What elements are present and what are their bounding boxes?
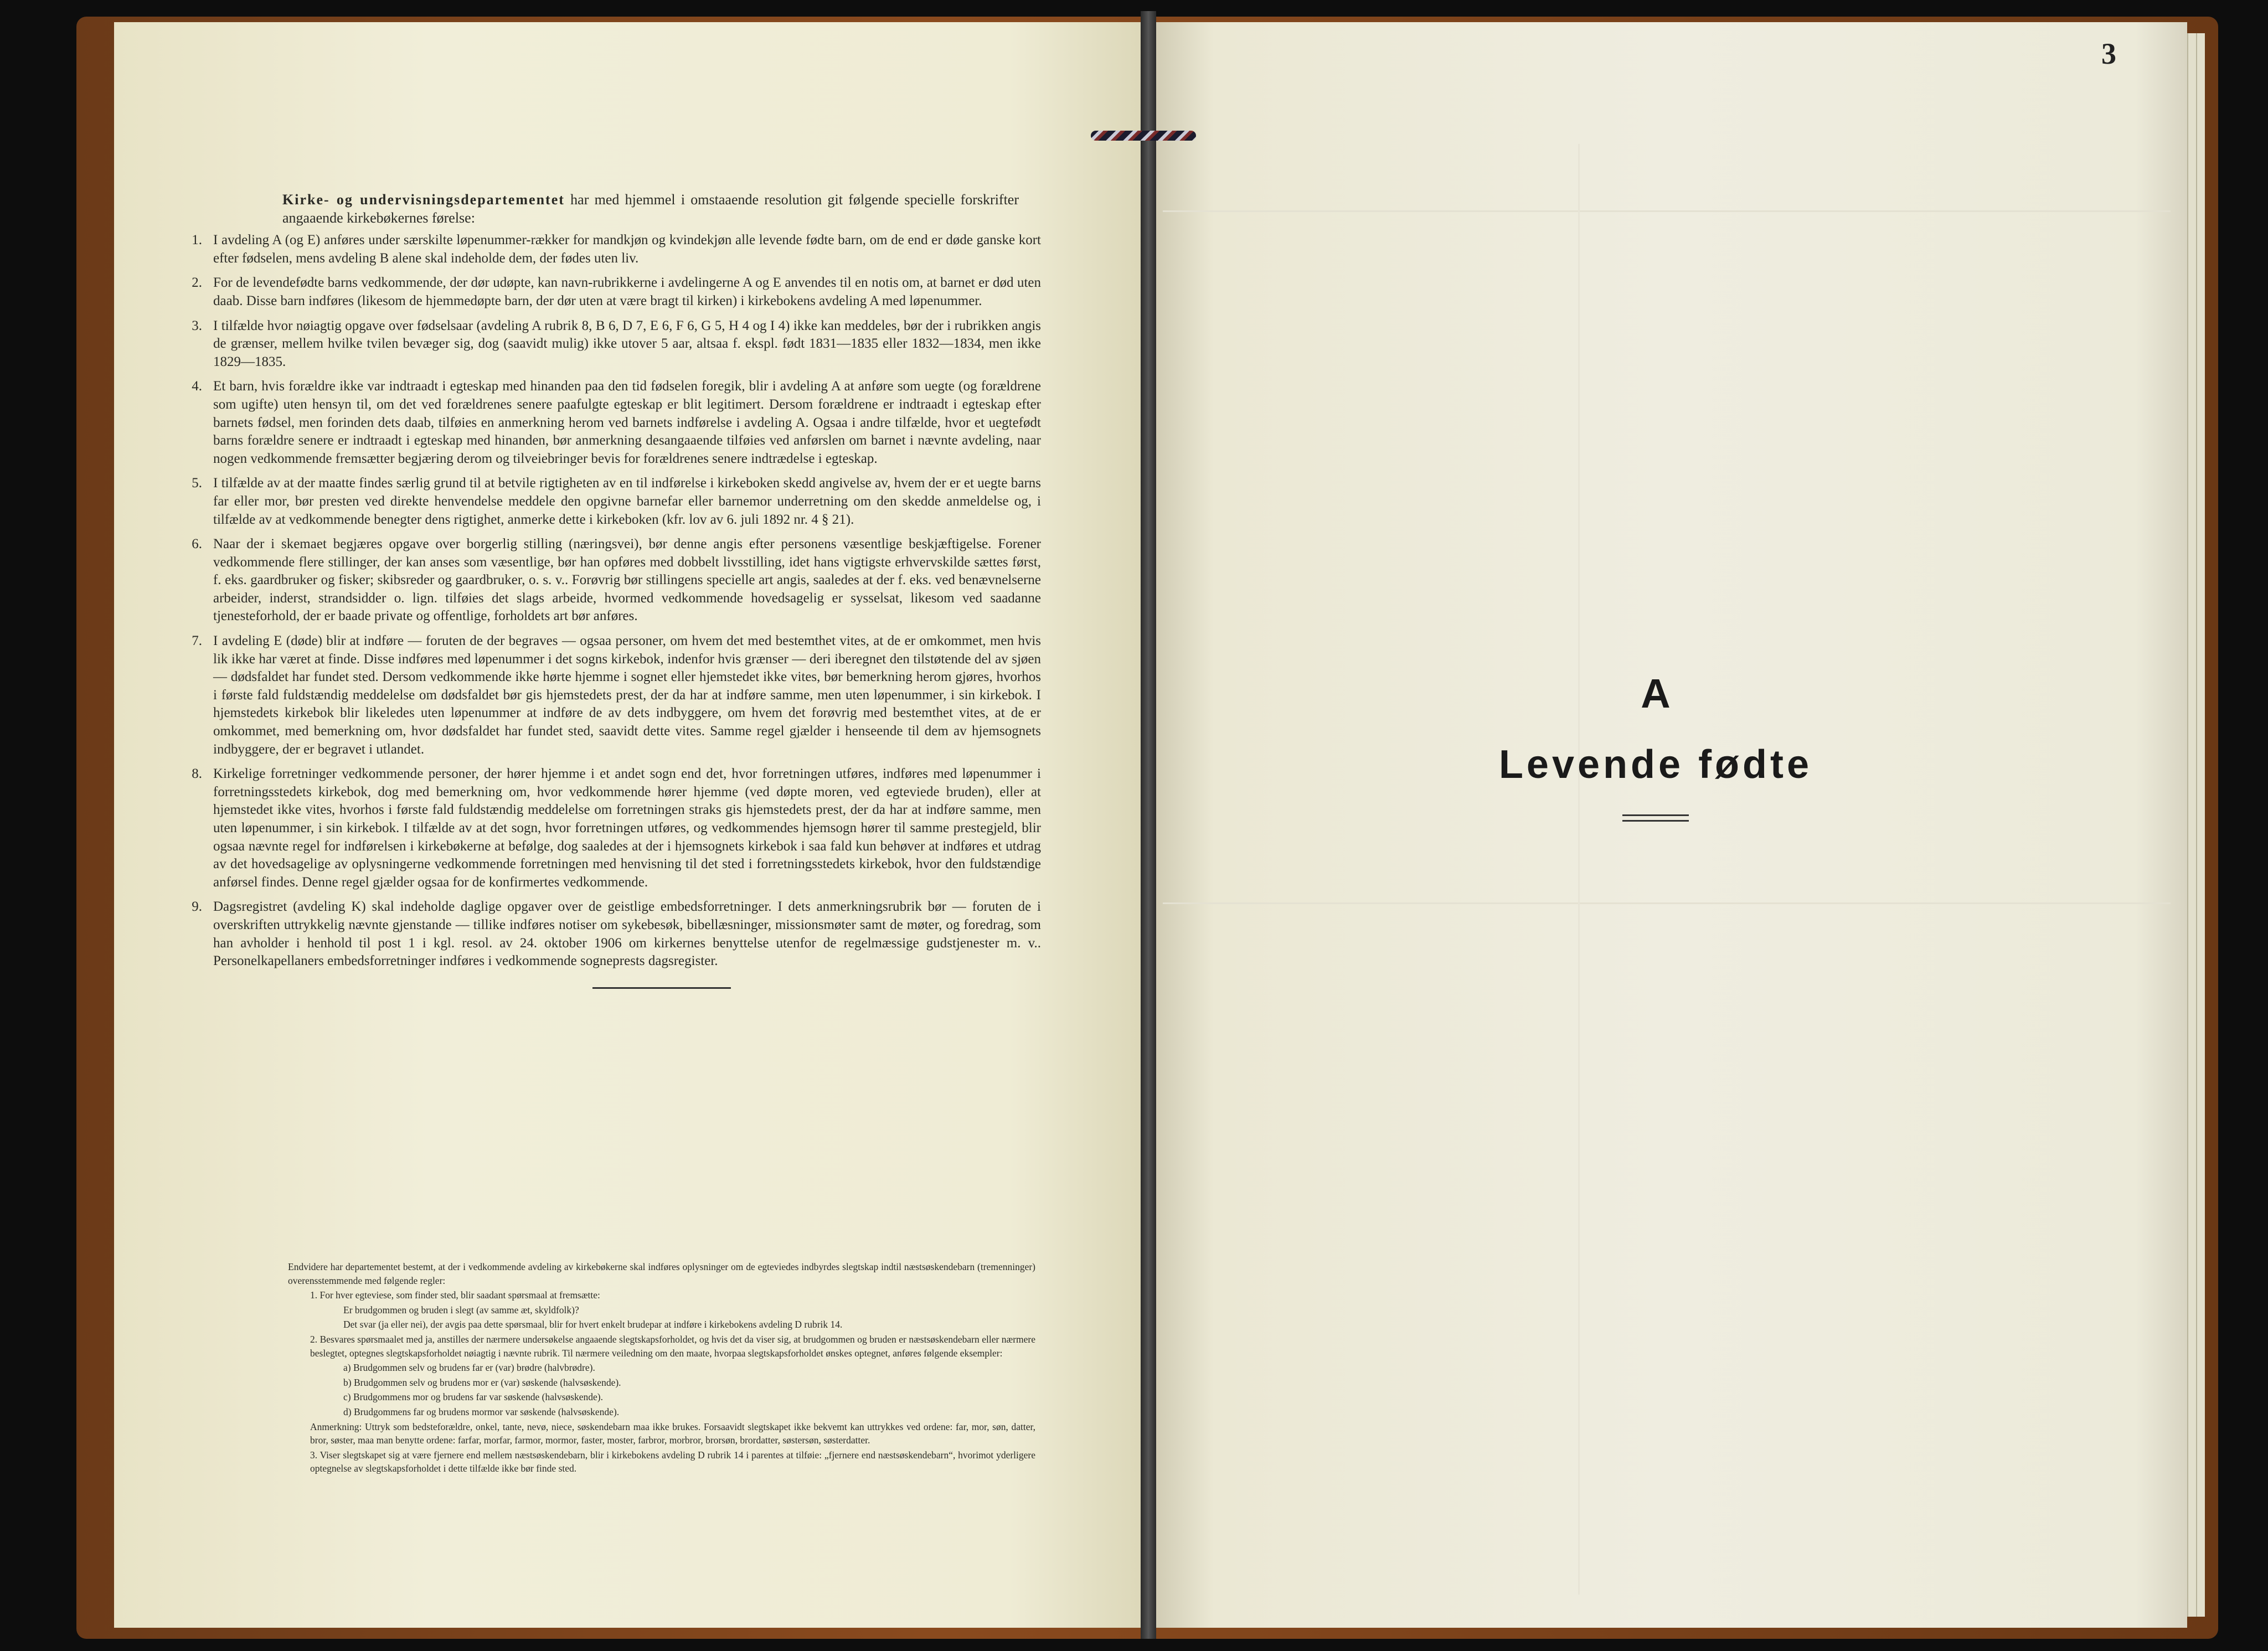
instruction-text: Naar der i skemaet begjæres opgave over borgerlig stilling (næringsvei), bør denne angis efter personens væsentlige beskjæftigelse. Forener vedkommende flere stillinger, der kan anses som væsentlige, bør han opføres med dobbelt livsstilling, idet hans vigtigste erhvervskilde sættes først, f. eks. gaardbruker og fisker; skibsreder og gaardbruker, o. s. v.. Forøvrig bør stillingens specielle art angis, saaledes at der f. eks. ved benævnelserne arbeider, inderst, strandsidder o. lign. tilføies det slags arbeide, hvormed vedkommende hovedsagelig er sysselsat, likesom ved saadanne tjenesteforhold, der er baade private og offentlige, forholdets art bør anføres. <box>213 536 1041 624</box>
note-line: Er brudgommen og bruden i slegt (av samme æt, skyldfolk)? <box>343 1304 579 1315</box>
instruction-text: I tilfælde av at der maatte findes særlig grund til at betvile rigtigheten av en til indførelse i kirkeboken skedd angivelse av, hvem der er et uegte barns far eller mor, bør presten ved direkte henvendelse meddele den opgivne barnefar eller barnemor underretning om den skedde anmeldelse og, i tilfælde av at vedkommende benegter dens rigtighet, anmerke dette i kirkeboken (kfr. lov av 6. juli 1892 nr. 4 § 21). <box>213 476 1041 527</box>
instruction-number: 1. <box>192 233 202 248</box>
note-line: c) Brudgommens mor og brudens far var søskende (halvsøskende). <box>343 1391 603 1403</box>
instruction-text: For de levendefødte barns vedkommende, der dør udøpte, kan navn-rubrikkerne i avdelingerne A og E anvendes til en notis om, at barnet er død uten daab. Disse barn indføres (likesom de hjemmedøpte barn, der dør uten at være bragt til kirken) i kirkebokens avdeling A med løpenummer. <box>213 275 1041 308</box>
note-line: 3. Viser slegtskapet sig at være fjernere end mellem næstsøskendebarn, blir i kirkebokens avdeling D rubrik 14 i parentes at tilføie: „fjernere end næstsøskendebarn“, hvorimot yderligere optegnelse av slegtskapsforholdet i dette tilfælde ikke bør finde sted. <box>310 1449 1035 1474</box>
bleed-through-rule <box>1163 210 2171 212</box>
instruction-text: I avdeling E (døde) blir at indføre — foruten de der begraves — ogsaa personer, om hvem det med bestemthet vites, at de er omkommet, men hvis lik ikke har været at finde. Disse indføres med løpenummer i det sogns kirkebok, indenfor hvis grænser — deri iberegnet den tilstøtende del av sjøen — dødsfaldet har fundet sted. Dersom vedkommende ikke hørte hjemme i sognet eller hjemstedet ikke vites, bør bemerkning herom gjøres, hvorhos i første fald fuldstændig meddelelse om dødsfaldet bør gis hjemstedets prest, der da har at indføre samme, men uten løpenummer, i sin kirkebok. I hjemstedets kirkebok blir likeledes uten løpenummer at indføre de av dets indbyggere, om hvem det forøvrig med bestemthet vites, at de er omkommet, med bemerkning om, hvor dødsfaldet har fundet sted, saavidt dette vites. Samme regel gjælder i henseende til dem av hjemsognets indbyggere, der er begravet i utlandet. <box>213 633 1041 757</box>
note-line: a) Brudgommen selv og brudens far er (var) brødre (halvbrødre). <box>343 1362 595 1374</box>
instruction-text: I avdeling A (og E) anføres under særskilte løpenummer-rækker for mandkjøn og kvindekjøn alle levende fødte barn, om de end er døde ganske kort efter fødselen, mens avdeling B alene skal indeholde dem, der fødes uten liv. <box>213 233 1041 266</box>
note-line: 1. For hver egteviese, som finder sted, blir saadant spørsmaal at fremsætte: <box>310 1289 600 1301</box>
instruction-text: Kirkelige forretninger vedkommende personer, der hører hjemme i et andet sogn end det, hvor forretningen utføres, indføres med løpenummer i forretningsstedets kirkebok, dog med bemerkning om, hvor vedkommende hører hjemme (ved døpte moren, ved egteviede bruden), eller at hjemstedet ikke vites, hvorhos i første fald fuldstændig meddelelse om forretningen straks gis hjemstedets prest, der da har at indføre samme, men uten løpenummer, i sin kirkebok. I tilfælde av at det sogn, hvor forretningen utføres, og vedkommendes hjemsogn hører til samme prestegjeld, blir ogsaa nævnte regel for indførelsen i kirkebøkerne at befølge, dog saaledes at der i hjemsognets kirkebok i saa fald kun behøver at indføres et utdrag av det hovedsagelige av oplysningerne vedkommende forretningen med henvisning til det sted i forretningsstedets kirkebok, hvor den fuldstændige anførsel findes. Denne regel gjælder ogsaa for de konfirmertes vedkommende. <box>213 766 1041 890</box>
instruction-number: 9. <box>192 899 202 915</box>
instruction-item <box>161 378 1041 468</box>
instruction-item <box>161 632 1041 759</box>
department-name: Kirke- og undervisningsdepartementet <box>282 192 565 208</box>
bleed-through-rule <box>1163 902 2171 904</box>
instruction-number: 4. <box>192 379 202 394</box>
note-line: Det svar (ja eller nei), der avgis paa dette spørsmaal, blir for hvert enkelt brudepar at indføre i kirkebokens avdeling D rubrik 14. <box>343 1319 843 1330</box>
right-page <box>1152 22 2187 1628</box>
intro-text: har med hjemmel i omstaaende resolution git følgende specielle forskrifter angaaende kirkebøkernes førelse: <box>282 192 1019 226</box>
page-edge <box>2187 33 2196 1617</box>
instruction-item <box>161 898 1041 970</box>
instruction-number: 2. <box>192 275 202 291</box>
note-line: Endvidere har departementet bestemt, at der i vedkommende avdeling av kirkebøkerne skal indføres oplysninger om de egteviedes indbyrdes slegtskap indtil næstsøskendebarn (tremenninger) overensstemmende med følgende regler: <box>288 1261 1035 1286</box>
instruction-item <box>161 231 1041 267</box>
instruction-number: 7. <box>192 633 202 649</box>
instruction-text: Dagsregistret (avdeling K) skal indeholde daglige opgaver over de geistlige embedsforretninger. I dets anmerkningsrubrik bør — foruten de i overskriften uttrykkelig nævnte gjenstande — tillike indføres notiser om sykebesøk, bibellæsninger, missionsmøter samt de møter, og foredrag, som han avholder i henhold til post 1 i kgl. resol. av 24. oktober 1906 om kirkernes benyttelse utenfor de regelmæssige gudstjenester m. v.. Personelkapellaners embedsforretninger indføres i vedkommende sogneprests dagsregister. <box>213 899 1041 969</box>
note-line: b) Brudgommen selv og brudens mor er (var) søskende (halvsøskende). <box>343 1376 621 1388</box>
kinship-notes <box>288 1260 1035 1477</box>
section-title: Levende fødte <box>1498 742 1813 787</box>
note-line: Anmerkning: Uttryk som bedsteforældre, onkel, tante, nevø, niece, søskendebarn maa ikke brukes. Forsaavidt slegtskapet ikke bekvemt kan uttrykkes ved ordene: far, mor, søn, datter, bror, søster, maa man benytte ordene: farfar, morfar, farmor, mormor, faster, moster, farbror, morbror, brorsøn, brordatter, søstersøn, søsterdatter. <box>310 1421 1035 1446</box>
instruction-number: 6. <box>192 536 202 552</box>
instruction-number: 3. <box>192 318 202 333</box>
instruction-item <box>161 535 1041 626</box>
instruction-item <box>161 274 1041 310</box>
page-number: 3 <box>2101 37 2116 70</box>
instruction-item <box>161 317 1041 372</box>
instruction-number: 5. <box>192 476 202 491</box>
instructions-intro <box>282 191 1019 227</box>
bleed-through-column <box>1578 144 1580 1595</box>
instruction-item <box>161 474 1041 529</box>
title-double-rule <box>1622 814 1689 822</box>
instruction-item <box>161 765 1041 891</box>
separator-rule <box>592 987 731 989</box>
instructions-block <box>161 191 1041 1005</box>
page-edge <box>2196 33 2205 1617</box>
instruction-text: I tilfælde hvor nøiagtig opgave over fødselsaar (avdeling A rubrik 8, B 6, D 7, E 6, F 6, G 5, H 4 og I 4) ikke kan meddeles, bør der i rubrikken angis de grænser, mellem hvilke tvilen bevæger sig, dog (saavidt mulig) ikke utover 5 aar, altsaa f. ekspl. født 1831—1835 eller 1832—1834, men ikke 1829—1835. <box>213 318 1041 369</box>
instruction-number: 8. <box>192 766 202 782</box>
book-gutter <box>1141 11 1156 1639</box>
instruction-text: Et barn, hvis forældre ikke var indtraadt i egteskap med hinanden paa den tid fødselen foregik, blir i avdeling A at anføre som uegte (og forældrene som ugifte) uten hensyn til, om det ved forældrenes senere paafulgte egteskap er blit legitimert. Dersom forældrene er indtraadt i egteskap efter barnets fødsel, men forinden dets daab, tilføies en anmerkning herom ved barnets indførelse i avdeling A. Ogsaa i andre tilfælde, hvor et uegtefødt barns forældre senere er indtraadt i egteskap med hinanden, bør anmerkning desangaaende tilføies ved anførslen om barnet i nævnte avdeling, naar nogen vedkommende fremsætter begjæring derom og tilveiebringer bevis for forældrenes senere indtrædelse i egteskap. <box>213 379 1041 466</box>
instruction-list <box>161 231 1041 971</box>
note-line: d) Brudgommens far og brudens mormor var søskende (halvsøskende). <box>343 1406 620 1417</box>
note-line: 2. Besvares spørsmaalet med ja, anstilles der nærmere undersøkelse angaaende slegtskapsforholdet, og hvis det da viser sig, at brudgommen og bruden er næstsøskendebarn eller nærmere beslegtet, optegnes slegtskapsforholdet nøiagtig i nævnte rubrik. Til nærmere veiledning om den maate, hvorpaa slegtskapsforholdet ønskes optegnet, anføres følgende eksempler: <box>310 1333 1035 1359</box>
section-letter: A <box>1641 670 1671 716</box>
binding-thread <box>1091 131 1196 141</box>
bleed-through-header <box>1190 83 1201 116</box>
